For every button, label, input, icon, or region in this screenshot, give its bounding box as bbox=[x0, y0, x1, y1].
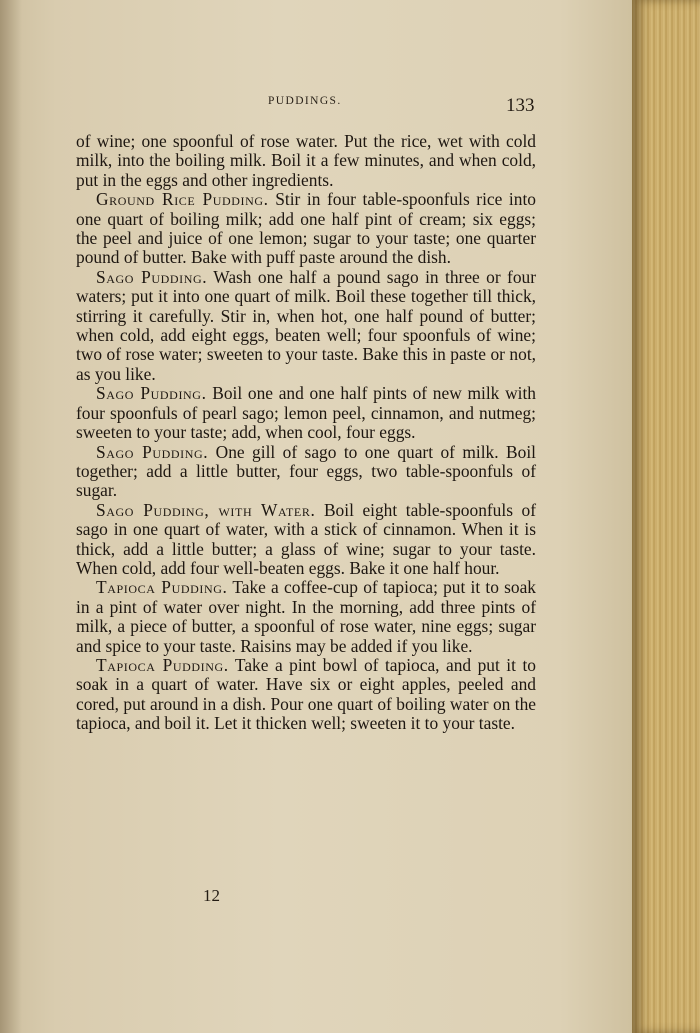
page-edge-gilt bbox=[632, 0, 700, 1033]
running-head: PUDDINGS. bbox=[268, 95, 342, 107]
recipe-tapioca-pudding-2 bbox=[76, 656, 536, 734]
recipe-text: One gill of sago to one quart of milk. Boil together; add a little butter, four eggs, two table-spoonfuls of sugar. bbox=[76, 441, 536, 501]
recipe-sago-pudding-with-water bbox=[76, 501, 536, 579]
recipe-text: Boil one and one half pints of new milk with four spoonfuls of pearl sago; lemon peel, cinnamon, and nutmeg; sweeten to your taste; add, when cool, four eggs. bbox=[76, 383, 536, 443]
recipe-heading: Sago Pudding. bbox=[96, 383, 207, 404]
recipe-text: Take a coffee-cup of tapioca; put it to soak in a pint of water over night. In the morning, add three pints of milk, a piece of butter, a spoonful of rose water, nine eggs; sugar and spice to your taste. Raisins may be added if you like. bbox=[76, 577, 536, 656]
paragraph-continued bbox=[76, 132, 536, 190]
recipe-tapioca-pudding-1 bbox=[76, 578, 536, 656]
recipe-text: Stir in four table-spoonfuls rice into one quart of boiling milk; add one half pint of cream; six eggs; the peel and juice of one lemon; sugar to your taste; one quarter pound of butter. Bake with puff paste around the dish. bbox=[76, 189, 536, 268]
recipe-heading: Ground Rice Pudding. bbox=[96, 189, 269, 210]
recipe-heading: Sago Pudding. bbox=[96, 441, 209, 462]
paragraph-text: of wine; one spoonful of rose water. Put the rice, wet with cold milk, into the boiling milk. Boil it a few minutes, and when cold, put in the eggs and other ingredients. bbox=[76, 131, 536, 190]
recipe-heading: Tapioca Pudding. bbox=[96, 654, 229, 675]
recipe-sago-pudding-1 bbox=[76, 268, 536, 384]
page-number: 133 bbox=[506, 95, 535, 116]
recipe-heading: Sago Pudding. bbox=[96, 266, 208, 287]
recipe-heading: Tapioca Pudding. bbox=[96, 577, 228, 598]
page-body bbox=[76, 132, 536, 734]
signature-mark: 12 bbox=[203, 886, 220, 905]
recipe-text: Wash one half a pound sago in three or four waters; put it into one quart of milk. Boil these together till thick, stirring it carefully. Stir in, when hot, one half pound of butter; when cold, add eight eggs, beaten well; four spoonfuls of wine; two of rose water; sweeten to your taste. Bake this in paste or not, as you like. bbox=[76, 266, 536, 384]
recipe-ground-rice-pudding bbox=[76, 190, 536, 268]
recipe-text: Boil eight table-spoonfuls of sago in one quart of water, with a stick of cinnamon. When it is thick, add a little butter; a glass of wine; sugar to your taste. When cold, add four well-beaten eggs. Bake it one half hour. bbox=[76, 499, 536, 578]
recipe-sago-pudding-3 bbox=[76, 443, 536, 501]
recipe-sago-pudding-2 bbox=[76, 384, 536, 442]
recipe-text: Take a pint bowl of tapioca, and put it to soak in a quart of water. Have six or eight apples, peeled and cored, put around in a dish. Pour one quart of boiling water on the tapioca, and boil it. Let it thicken well; sweeten it to your taste. bbox=[76, 654, 536, 734]
spine-shadow bbox=[0, 0, 22, 1033]
recipe-heading: Sago Pudding, with Water. bbox=[96, 499, 316, 520]
